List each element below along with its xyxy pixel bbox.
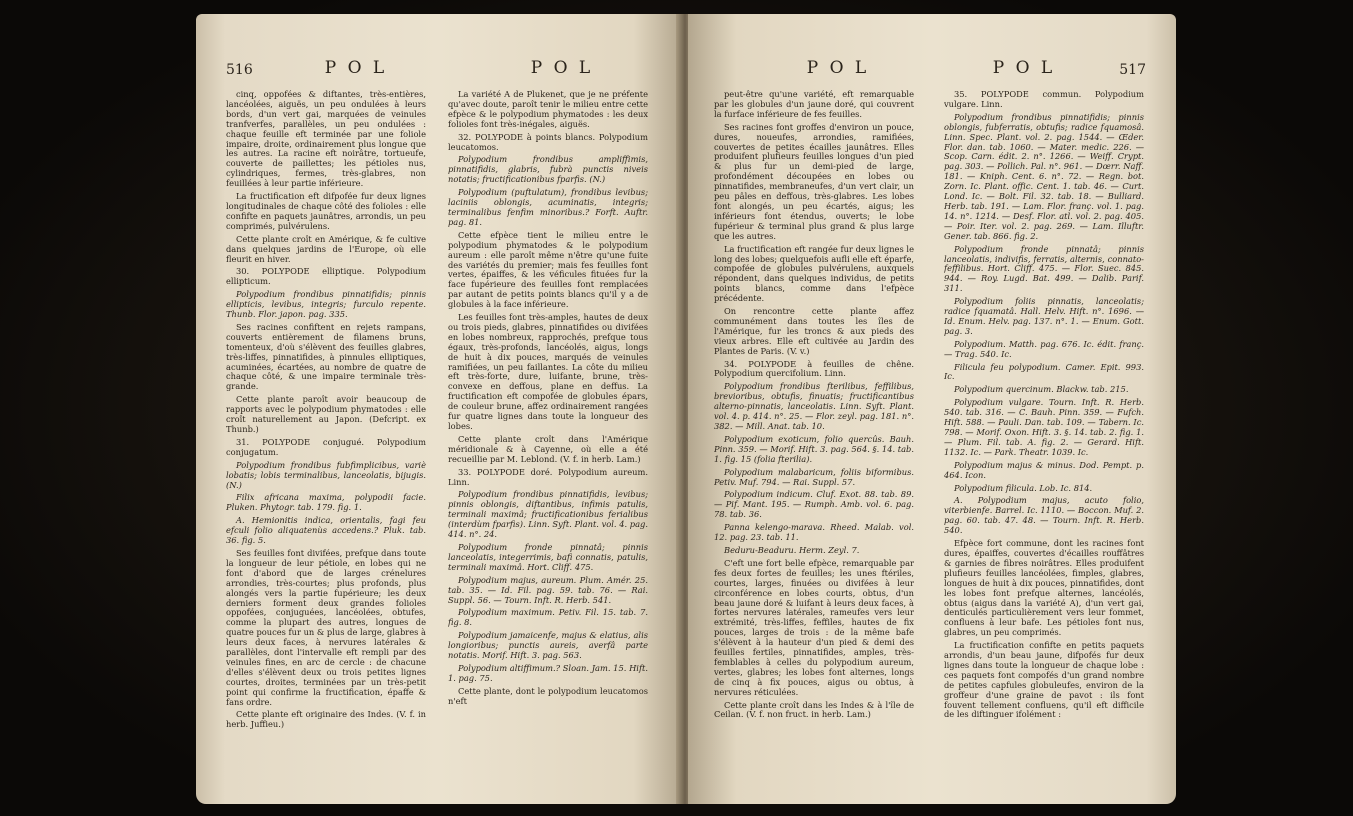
- text-paragraph: Polypodium frondibus pinnatifidis, levibus; pinnis oblongis, diftantibus, infimis patulis, terminali maximâ; fructificationibus ferialibus (interdùm fparfis). Linn. Syft. Plant. vol. 4. pag. 414. n°. 24.: [448, 489, 648, 540]
- text-paragraph: Polypodium frondibus pinnatifidis; pinnis ellipticis, levibus, integris; furculo repente. Thunb. Flor. japon. pag. 335.: [226, 289, 426, 320]
- left-page-column-2: [448, 90, 648, 790]
- text-paragraph: Polypodium foliis pinnatis, lanceolatis; radice fquamatâ. Hall. Helv. Hift. n°. 1696. — Id. Enum. Helv. pag. 137. n°. 1. — Enum. Gott. pag. 3.: [944, 296, 1144, 336]
- text-paragraph: Polypodium fronde pinnatâ; pinnis lanceolatis, indivifis, ferratis, alternis, connato-feffilibus. Hort. Cliff. 475. — Flor. Suec. 845. 944. — Roy. Lugd. Bat. 499. — Dalib. Parif. 311.: [944, 243, 1144, 294]
- text-paragraph: 30. POLYPODE elliptique. Polypodium ellipticum.: [226, 266, 426, 287]
- page-number: 517: [1119, 62, 1146, 78]
- text-paragraph: Polypodium maximum. Petiv. Fil. 15. tab. 7. fig. 8.: [448, 607, 648, 628]
- text-paragraph: Polypodium frondibus fterilibus, feffilibus, brevioribus, obtufis, finuatis; fructificantibus alterno-pinnatis, lanceolatis. Linn. Syft. Plant. vol. 4. p. 414. n°. 25. — Flor. zeyl. pag. 181. n°. 382. — Mill. Anat. tab. 10.: [714, 381, 914, 431]
- text-paragraph: Polypodium (puftulatum), frondibus levibus; laciniis oblongis, acuminatis, integris; terminalibus fenfim minoribus.? Forft. Auftr. pag. 81.: [448, 187, 648, 227]
- text-paragraph: Polypodium altiffimum.? Sloan. Jam. 15. Hift. 1. pag. 75.: [448, 662, 648, 683]
- text-paragraph: 31. POLYPODE conjugué. Polypodium conjugatum.: [226, 436, 426, 457]
- left-page-column-1: [226, 90, 426, 790]
- text-paragraph: Polypodium majus & minus. Dod. Pempt. p. 464. Icon.: [944, 459, 1144, 480]
- text-paragraph: Polypodium exoticum, folio quercûs. Bauh. Pinn. 359. — Morif. Hift. 3. pag. 564. §. 14. tab. 1. fig. 15 (folia fterilia).: [714, 433, 914, 464]
- text-paragraph: A. Hemionitis indica, orientalis, fagi feu efculi folio aliquatenùs accedens.? Pluk. tab. 36. fig. 5.: [226, 515, 426, 546]
- text-paragraph: Polypodium frondibus pinnatifidis; pinnis oblongis, fubferratis, obtufis; radice fquamosâ. Linn. Spec. Plant. vol. 2. pag. 1544. — Œder. Flor. dan. tab. 1060. — Mater. medic. 226. — Scop. Carn. édit. 2. n°. 1266. — Weiff. Crypt. pag. 303. — Pollich. Pal. n°. 961. — Dœrr. Naff. 181. — Kniph. Cent. 6. n°. 72. — Regn. bot. Zorn. Ic. Plant. offic. Cent. 1. tab. 46. — Curt. Lond. Ic. — Bolt. Fil. 32. tab. 18. — Bulliard. Herb. tab. 191. — Lam. Flor. franç. vol. 1. pag. 14. n°. 1214. — Desf. Flor. atl. vol. 2. pag. 405. — Poir. Iter. vol. 2. pag. 269. — Lam. Illuftr. Gener. tab. 866. fig. 2.: [944, 111, 1144, 241]
- text-paragraph: 33. POLYPODE doré. Polypodium aureum. Linn.: [448, 466, 648, 487]
- running-head: P O L: [806, 58, 870, 78]
- right-page-column-2: [944, 90, 1144, 790]
- text-paragraph: cinq, oppofées & diftantes, très-entières, lancéolées, aiguës, un peu ondulées à leurs bords, d'un vert gai, marquées de veinules tranfverfes, parallèles, un peu ondulées : chaque feuille eft terminée par une foliole impaire, droite, ordinairement plus longue que les autres. La racine eft noirâtre, tortueufe, couverte de paillettes; les pétioles nus, cylindriques, fermes, très-glabres, non feuillées à leur partie inférieure.: [226, 90, 426, 189]
- running-head: P O L: [992, 58, 1056, 78]
- text-paragraph: A. Polypodium majus, acuto folio, viterbienfe. Barrel. Ic. 1110. — Boccon. Muf. 2. pag. 60. tab. 47. 48. — Tourn. Inft. R. Herb. 540.: [944, 495, 1144, 536]
- text-paragraph: Polypodium vulgare. Tourn. Inft. R. Herb. 540. tab. 316. — C. Bauh. Pinn. 359. — Fufch. Hift. 588. — Pauli. Dan. tab. 109. — Tabern. Ic. 798. — Morif. Oxon. Hift. 3. §. 14. tab. 2. fig. 1. — Plum. Fil. tab. A. fig. 2. — Gerard. Hift. 1132. Ic. — Park. Theatr. 1039. Ic.: [944, 397, 1144, 457]
- text-paragraph: Polypodium malabaricum, foliis biformibus. Petiv. Muf. 794. — Rai. Suppl. 57.: [714, 466, 914, 487]
- text-paragraph: 34. POLYPODE à feuilles de chêne. Polypodium quercifolium. Linn.: [714, 358, 914, 379]
- text-paragraph: La fructification confifte en petits paquets arrondis, d'un beau jaune, difpofés fur deux lignes dans toute la longueur de chaque lobe : ces paquets font compofés d'un grand nombre de petites capfules globuleufes, environ de la groffeur d'une graine de pavot : ils font fouvent tellement confluens, qu'il eft difficile de les diftinguer ifolément :: [944, 640, 1144, 720]
- text-paragraph: Cette plante paroît avoir beaucoup de rapports avec le polypodium phymatodes : elle croît naturellement au Japon. (Defcript. ex Thunb.): [226, 394, 426, 434]
- text-paragraph: Les feuilles font très-amples, hautes de deux ou trois pieds, glabres, pinnatifides ou divifées en lobes nombreux, rapprochés, prefque tous égaux, très-profonds, lancéolés, aigus, longs de huit à dix pouces, marqués de veinules ramifiées, un peu faillantes. La côte du milieu eft très-forte, dure, luifante, brune, très-convexe en deffous, plane en deffus. La fructification eft compofée de globules épars, de couleur brune, affez ordinairement rangées fur quatre lignes dans toute la longueur des lobes.: [448, 312, 648, 431]
- text-paragraph: Panna kelengo-marava. Rheed. Malab. vol. 12. pag. 23. tab. 11.: [714, 522, 914, 543]
- text-paragraph: Polypodium filicula. Lob. Ic. 814.: [954, 482, 1093, 493]
- text-paragraph: Ses feuilles font divifées, prefque dans toute la longueur de leur pétiole, en lobes qui ne font d'abord que de larges crénelures arrondies, très-courtes; plus profonds, plus alongés vers la partie fupérieure; les deux derniers forment deux grandes folioles oppofées, conjuguées, lancéolées, obtufes, comme la plupart des autres, longues de quatre pouces fur un & plus de large, glabres à leurs deux faces, à nervures latérales & parallèles, dont l'intervalle eft rempli par des veinules fines, en arc de cercle : de chacune d'elles s'élèvent deux ou trois petites lignes courtes, droites, terminées par un très-petit point qui confirme la fructification, épaffe & fans ordre.: [226, 547, 426, 707]
- text-paragraph: Ses racines confiftent en rejets rampans, couverts entièrement de filamens bruns, tomenteux, d'où s'élèvent des feuilles glabres, très-liffes, pinnatifides, à pinnules elliptiques, acuminées, écartées, au nombre de quatre de chaque côté, & une impaire terminale très-grande.: [226, 321, 426, 392]
- text-paragraph: Polypodium indicum. Cluf. Exot. 88. tab. 89. — Pif. Mant. 195. — Rumph. Amb. vol. 6. pag. 78. tab. 36.: [714, 489, 914, 520]
- text-paragraph: Filicula feu polypodium. Camer. Epit. 993. Ic.: [944, 361, 1144, 382]
- text-paragraph: Polypodium frondibus ampliffimis, pinnatifidis, glabris, fubrà punctis niveis notatis; fructificationibus fparfis. (N.): [448, 154, 648, 185]
- text-paragraph: Cette plante, dont le polypodium leucatomos n'eft: [448, 685, 648, 706]
- text-paragraph: Cette plante croît en Amérique, & fe cultive dans quelques jardins de l'Europe, où elle fleurit en hiver.: [226, 233, 426, 264]
- page-number: 516: [226, 62, 253, 78]
- text-paragraph: C'eft une fort belle efpèce, remarquable par fes deux fortes de feuilles; les unes ftériles, courtes, larges, finuées ou divifées à leur circonférence en lobes courts, obtus, d'un beau jaune doré & luifant à leurs deux faces, à fortes nervures latérales, rameufes vers leur extrémité, très-liffes, feffiles, hautes de fix pouces, larges de trois : de la même bafe s'élèvent à la hauteur d'un pied & demi des feuilles fertiles, pinnatifides, amples, très-femblables à celles du polypodium aureum, vertes, glabres; les lobes font alternes, longs de cinq à fix pouces, aigus ou obtus, à nervures réticulées.: [714, 557, 914, 697]
- text-paragraph: Cette efpèce tient le milieu entre le polypodium phymatodes & le polypodium aureum : elle paroît même n'être qu'une fuite des variétés du premier; mais fes feuilles font vertes, épaiffes, & les véficules fituées fur la face fupérieure des feuilles font remplacées par autant de petits points blancs qu'il y a de globules à la face inférieure.: [448, 229, 648, 310]
- text-paragraph: Cette plante croît dans les Indes & à l'île de Ceilan. (V. f. non fruct. in herb. Lam.): [714, 699, 914, 720]
- text-paragraph: peut-être qu'une variété, eft remarquable par les globules d'un jaune doré, qui couvrent la furface inférieure de fes feuilles.: [714, 90, 914, 119]
- text-paragraph: Polypodium. Matth. pag. 676. Ic. édit. franç. — Trag. 540. Ic.: [944, 338, 1144, 359]
- text-paragraph: La fructification eft rangée fur deux lignes le long des lobes; quelquefois aufli elle eft éparfe, compofée de globules pulvérulens, auxquels répondent, dans quelques individus, de petits points blancs, comme dans l'efpèce précédente.: [714, 243, 914, 304]
- text-paragraph: 32. POLYPODE à points blancs. Polypodium leucatomos.: [448, 131, 648, 152]
- running-head: P O L: [324, 58, 388, 78]
- text-paragraph: Cette plante croît dans l'Amérique méridionale & à Cayenne, où elle a été recueillie par M. Leblond. (V. f. in herb. Lam.): [448, 433, 648, 464]
- right-page-header: [718, 58, 1146, 84]
- right-page: [688, 14, 1176, 804]
- text-paragraph: La fructification eft difpofée fur deux lignes longitudinales de chaque côté des folioles : elle confifte en paquets jaunâtres, arrondis, un peu comprimés, pulvérulens.: [226, 191, 426, 231]
- left-page-header: [226, 58, 652, 84]
- text-paragraph: La variété A de Plukenet, que je ne préfente qu'avec doute, paroît tenir le milieu entre cette efpèce & le polypodium phymatodes : les deux folioles font très-inégales, aiguës.: [448, 90, 648, 129]
- text-paragraph: Beduru-Beaduru. Herm. Zeyl. 7.: [724, 544, 860, 555]
- left-page: [196, 14, 682, 804]
- text-paragraph: Polypodium jamaicenfe, majus & elatius, alis longioribus; punctis aureis, averfâ parte notatis. Morif. Hift. 3. pag. 563.: [448, 630, 648, 661]
- text-paragraph: Efpèce fort commune, dont les racines font dures, épaiffes, couvertes d'écailles rouffâtres & garnies de fibres noirâtres. Elles produifent plufieurs feuilles lancéolées, fimples, glabres, longues de huit à dix pouces, pinnatifides, dont les lobes font prefque alternes, lancéolés, obtus (aigus dans la variété A), d'un vert gai, denticulés particulièrement vers leur fommet, confluens à leur bafe. Les pétioles font nus, glabres, un peu comprimés.: [944, 538, 1144, 638]
- text-paragraph: Cette plante eft originaire des Indes. (V. f. in herb. Juffieu.): [226, 709, 426, 730]
- running-head: P O L: [530, 58, 594, 78]
- text-paragraph: Ses racines font groffes d'environ un pouce, dures, noueufes, arrondies, ramifiées, couvertes de petites écailles jaunâtres. Elles produifent plufieurs feuilles longues d'un pied & plus fur un demi-pied de large, profondément découpées en lobes ou pinnatifides, membraneufes, d'un vert clair, un peu pâles en deffous, très-glabres. Les lobes font alongés, un peu écartés, aigus; les inférieurs font étendus, ouverts; le lobe fupérieur & terminal plus grand & plus large que les autres.: [714, 121, 914, 241]
- text-paragraph: Polypodium majus, aureum. Plum. Amér. 25. tab. 35. — Id. Fil. pag. 59. tab. 76. — Rai. Suppl. 56. — Tourn. Inft. R. Herb. 541.: [448, 574, 648, 605]
- text-paragraph: Filix africana maxima, polypodii facie. Pluken. Phytogr. tab. 179. fig. 1.: [226, 492, 426, 513]
- text-paragraph: Polypodium frondibus fubfimplicibus, variè lobatis; lobis terminalibus, lanceolatis, bijugis. (N.): [226, 459, 426, 490]
- text-paragraph: On rencontre cette plante affez communément dans toutes les îles de l'Amérique, fur les troncs & aux pieds des vieux arbres. Elle eft cultivée au Jardin des Plantes de Paris. (V. v.): [714, 306, 914, 356]
- text-paragraph: Polypodium quercinum. Blackw. tab. 215.: [954, 384, 1129, 395]
- text-paragraph: 35. POLYPODE commun. Polypodium vulgare. Linn.: [944, 90, 1144, 109]
- right-page-column-1: [714, 90, 914, 790]
- text-paragraph: Polypodium fronde pinnatâ; pinnis lanceolatis, integerrimis, bafi connatis, patulis, terminali maximâ. Hort. Cliff. 475.: [448, 541, 648, 572]
